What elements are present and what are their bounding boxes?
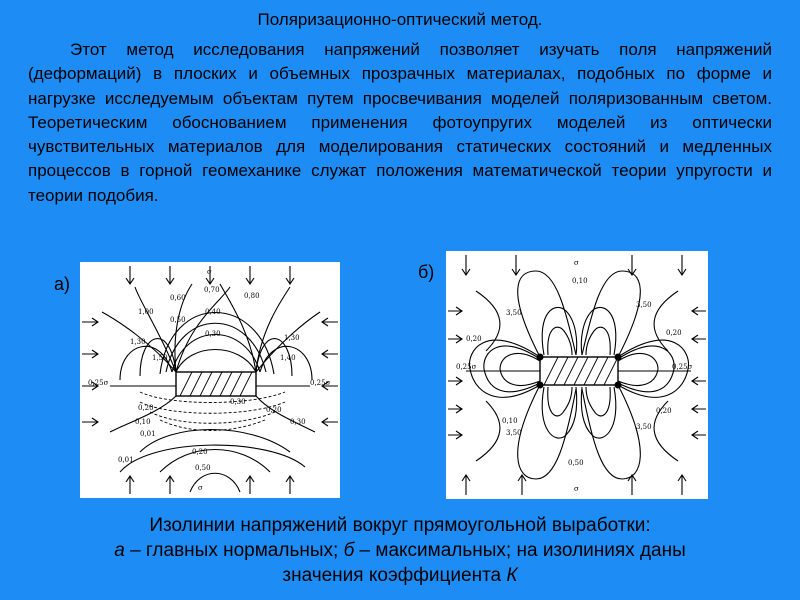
fig-a-label: 0,80: [244, 292, 260, 300]
fig-a-label: 0,25σ: [310, 379, 331, 387]
fig-a-label: 0,50: [195, 464, 211, 472]
caption-text-b: максимальных; на изолиниях даны: [370, 540, 686, 561]
caption-marker-b: б –: [343, 540, 371, 561]
figure-caption: [0, 513, 800, 588]
fig-a-label: 0,01: [118, 456, 134, 464]
fig-b-label: 0,20: [656, 407, 672, 415]
figure-b-label: б): [418, 262, 435, 282]
fig-a-label: 0,25σ: [88, 379, 109, 387]
fig-b-label: 0,50: [568, 459, 584, 467]
fig-a-label: 1,30: [130, 338, 146, 346]
fig-b-label: 3,50: [636, 301, 652, 309]
fig-b-label: 3,50: [506, 309, 522, 317]
caption-text-a: главных нормальных;: [140, 540, 344, 561]
fig-a-label: 0,60: [170, 294, 186, 302]
fig-b-bottom-sigma: σ: [574, 485, 579, 493]
fig-b-label: 0,20: [466, 335, 482, 343]
figure-a-isolines: [80, 262, 340, 498]
fig-a-label: 0,20: [138, 404, 154, 412]
fig-a-top-sigma: σ: [207, 268, 212, 276]
slide-paragraph: Этот метод исследования напряжений позволяет изучать поля напряжений (деформаций) в плоских и объемных прозрачных материалах, подобных по форме и нагрузке исследуемым объектам путем просвечивания моделей поляризованным светом. Теоретическим обоснованием применения фотоупругих моделей из оптически чувствительных материалов для моделирования статических состояний и медленных процессов в горной геомеханике служат положения математической теории упругости и теории подобия.: [28, 40, 772, 205]
slide-title: Поляризационно-оптический метод.: [257, 10, 543, 29]
fig-b-label: 0,10: [502, 417, 518, 425]
figure-b-isolines: [446, 251, 708, 499]
fig-a-label: 0,30: [205, 330, 221, 338]
fig-a-label: 0,20: [266, 406, 282, 414]
figure-a-label: а): [54, 274, 71, 294]
fig-b-top-sigma: σ: [574, 259, 579, 267]
fig-a-label: 0,30: [230, 398, 246, 406]
caption-coef-k: К: [506, 565, 518, 586]
fig-b-label: 0,25σ: [672, 363, 693, 371]
fig-a-label: 0,10: [135, 418, 151, 426]
caption-line-2: [0, 538, 800, 563]
figure-a-drawing: [80, 262, 340, 498]
fig-b-label: 0,20: [666, 329, 682, 337]
fig-a-label: 1,30: [284, 334, 300, 342]
caption-marker-a: а –: [114, 540, 141, 561]
caption-text-coef: значения коэффициента: [282, 565, 507, 586]
caption-line-1: Изолинии напряжений вокруг прямоугольной выработки:: [149, 515, 651, 536]
fig-b-label: 0,10: [572, 277, 588, 285]
fig-b-label: 3,50: [506, 429, 522, 437]
fig-a-label: 0,50: [170, 316, 186, 324]
figure-b-drawing: [446, 251, 708, 499]
fig-a-label: 1,00: [138, 308, 154, 316]
fig-a-label: 0,01: [140, 430, 156, 438]
fig-b-label: 3,50: [636, 423, 652, 431]
fig-a-label: 0,30: [290, 418, 306, 426]
fig-a-label: 1,50: [152, 354, 168, 362]
caption-line-3: [0, 563, 800, 588]
fig-a-label: 0,40: [205, 308, 221, 316]
fig-a-label: 1,40: [280, 354, 296, 362]
fig-b-label: 0,25σ: [456, 363, 477, 371]
fig-a-bottom-sigma: σ: [198, 484, 203, 492]
fig-a-label: 0,20: [192, 448, 208, 456]
fig-a-label: 0,70: [204, 286, 220, 294]
